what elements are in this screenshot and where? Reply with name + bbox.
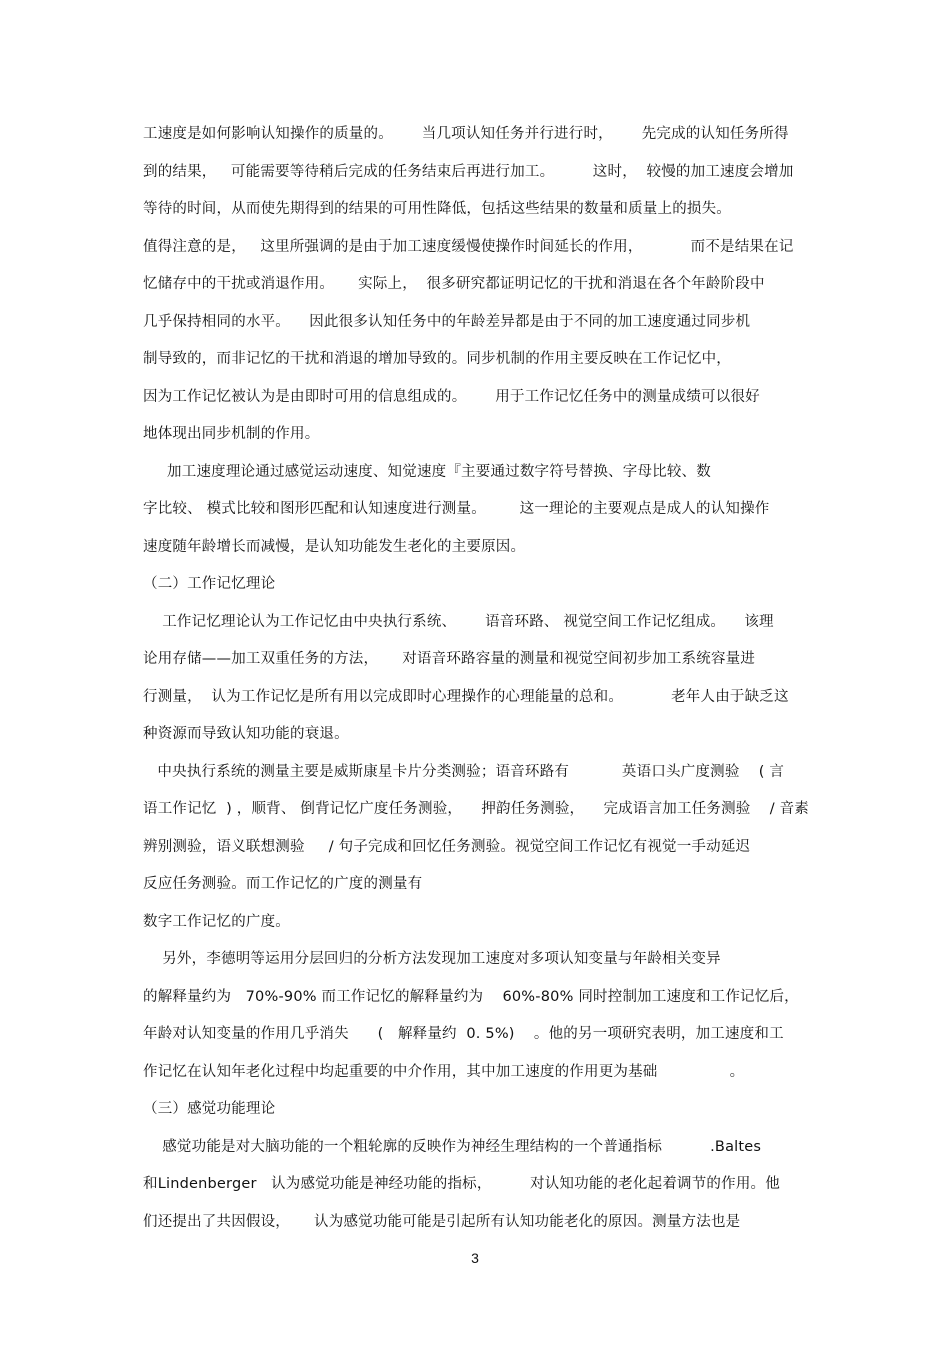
text-line: 行测量， 认为工作记忆是所有用以完成即时心理操作的心理能量的总和。 老年人由于缺乏这 (143, 689, 789, 705)
text-line: 年龄对认知变量的作用几乎消失 ( 解释量约 0. 5%) 。他的另一项研究表明，加工速度和工 (143, 1026, 784, 1042)
text-line: 速度随年龄增长而减慢，是认知功能发生老化的主要原因。 (143, 539, 526, 555)
text-line: 数字工作记忆的广度。 (143, 914, 290, 930)
text-line: 反应任务测验。而工作记忆的广度的测量有 (143, 876, 423, 892)
text-line: 加工速度理论通过感觉运动速度、知觉速度『主要通过数字符号替换、字母比较、数 (143, 464, 711, 480)
text-line: 辨别测验，语义联想测验 / 句子完成和回忆任务测验。视觉空间工作记忆有视觉一手动延迟 (143, 839, 751, 855)
text-line: 工速度是如何影响认知操作的质量的。 当几项认知任务并行进行时， 先完成的认知任务所得 (143, 126, 789, 142)
text-line: 和Lindenberger 认为感觉功能是神经功能的指标， 对认知功能的老化起着调节的作用。他 (143, 1176, 780, 1192)
text-line: 几乎保持相同的水平。 因此很多认知任务中的年龄差异都是由于不同的加工速度通过同步机 (143, 314, 751, 330)
text-line: 种资源而导致认知功能的衰退。 (143, 726, 349, 742)
text-line: 中央执行系统的测量主要是威斯康星卡片分类测验；语音环路有 英语口头广度测验 ( 言 (143, 764, 785, 780)
text-line: 的解释量约为 70%-90% 而工作记忆的解释量约为 60%-80% 同时控制加工速度和工作记忆后， (143, 989, 799, 1005)
text-line: 另外，李德明等运用分层回归的分析方法发现加工速度对多项认知变量与年龄相关变异 (143, 951, 721, 967)
text-line: 到的结果， 可能需要等待稍后完成的任务结束后再进行加工。 这时， 较慢的加工速度会增加 (143, 164, 794, 180)
text-line: 工作记忆理论认为工作记忆由中央执行系统、 语音环路、 视觉空间工作记忆组成。 该理 (143, 614, 774, 630)
text-line: 感觉功能是对大脑功能的一个粗轮廓的反映作为神经生理结构的一个普通指标 .Baltes (143, 1139, 762, 1155)
text-line: 制导致的，而非记忆的干扰和消退的增加导致的。同步机制的作用主要反映在工作记忆中， (143, 351, 731, 367)
text-line: 等待的时间，从而使先期得到的结果的可用性降低，包括这些结果的数量和质量上的损失。 (143, 201, 731, 217)
text-line: 忆储存中的干扰或消退作用。 实际上， 很多研究都证明记忆的干扰和消退在各个年龄阶段中 (143, 276, 765, 292)
text-line: 字比较、 模式比较和图形匹配和认知速度进行测量。 这一理论的主要观点是成人的认知操作 (143, 501, 770, 517)
text-line: 们还提出了共因假设， 认为感觉功能可能是引起所有认知功能老化的原因。测量方法也是 (143, 1214, 741, 1230)
text-line: 值得注意的是， 这里所强调的是由于加工速度缓慢使操作时间延长的作用， 而不是结果在记 (143, 239, 794, 255)
text-line: 论用存储——加工双重任务的方法， 对语音环路容量的测量和视觉空间初步加工系统容量进 (143, 651, 756, 667)
section-heading: （二）工作记忆理论 (143, 576, 276, 592)
text-line: 因为工作记忆被认为是由即时可用的信息组成的。 用于工作记忆任务中的测量成绩可以很好 (143, 389, 760, 405)
text-line: 语工作记忆 ) ，顺背、 倒背记忆广度任务测验， 押韵任务测验， 完成语言加工任务测验 / 音素 (143, 801, 809, 817)
section-heading: （三）感觉功能理论 (143, 1101, 276, 1117)
text-line: 作记忆在认知年老化过程中均起重要的中介作用，其中加工速度的作用更为基础 。 (143, 1064, 745, 1080)
page-number: 3 (471, 1250, 479, 1266)
text-line: 地体现出同步机制的作用。 (143, 426, 320, 442)
